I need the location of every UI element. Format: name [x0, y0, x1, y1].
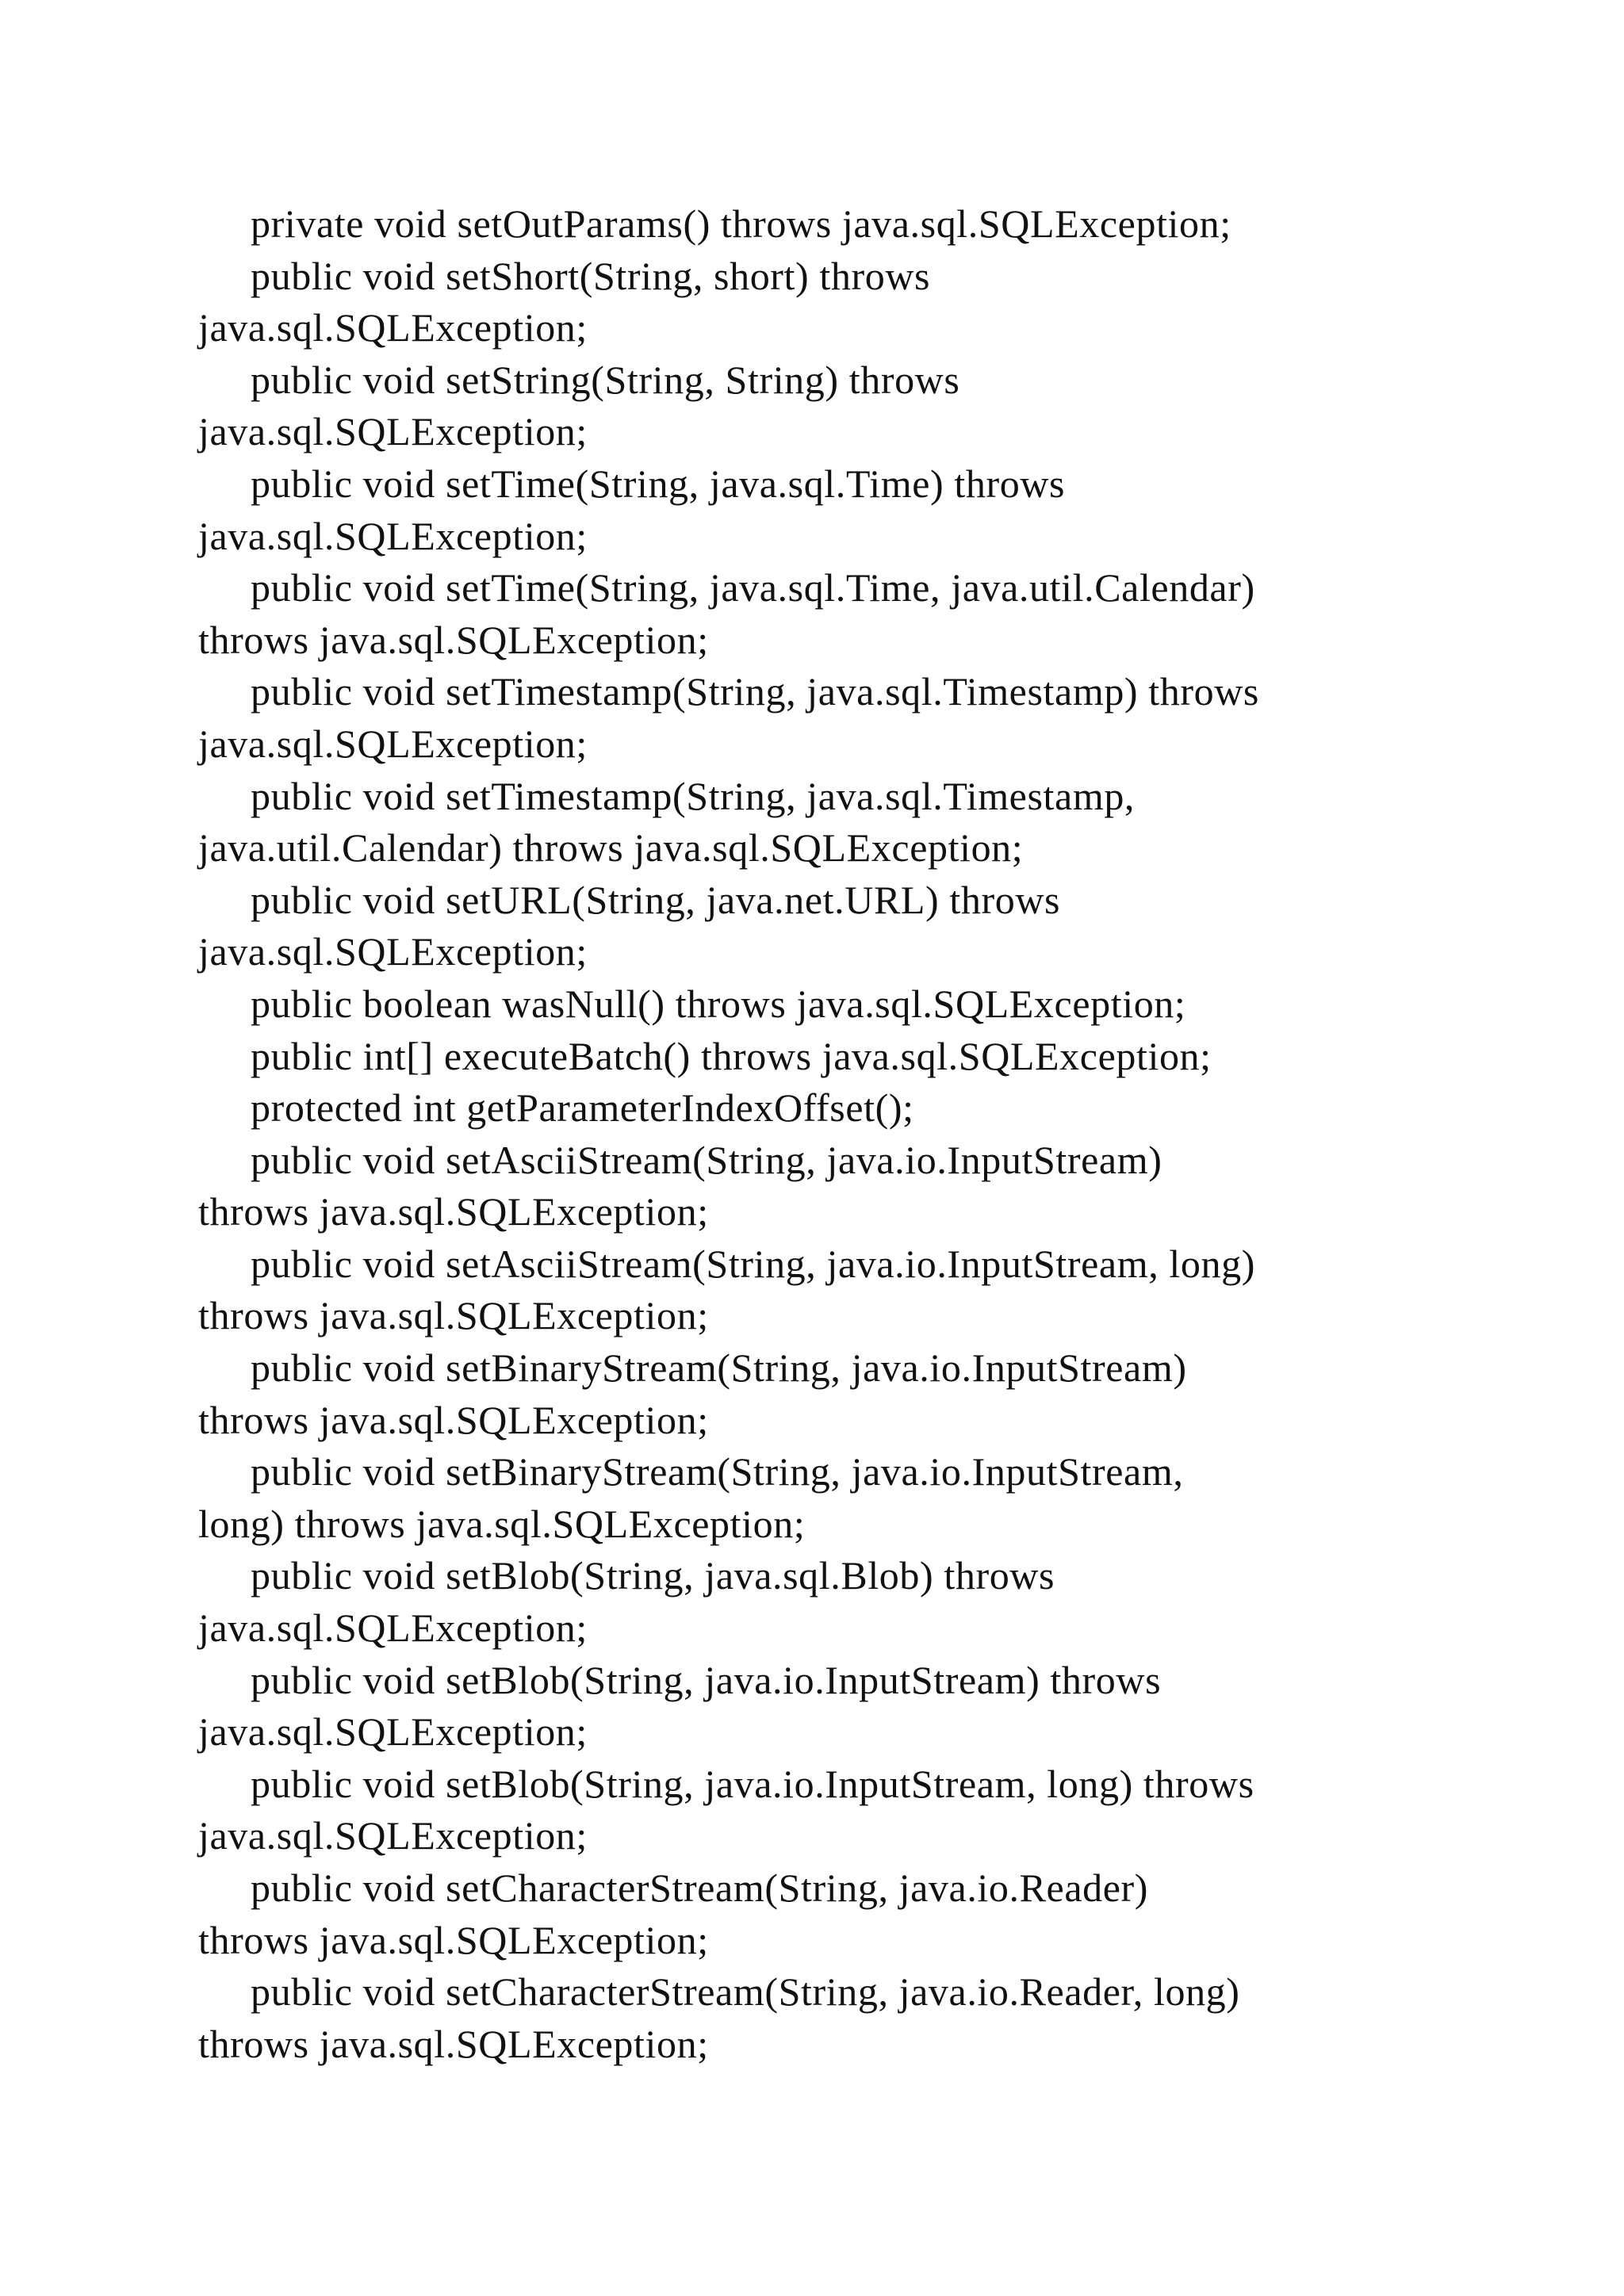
code-line-continuation: java.sql.SQLException;: [198, 1813, 588, 1858]
code-line-continuation: throws java.sql.SQLException;: [198, 617, 709, 662]
code-line: public void setBinaryStream(String, java.io.InputStream,: [251, 1449, 1184, 1494]
code-line-continuation: throws java.sql.SQLException;: [198, 2021, 709, 2066]
code-line-continuation: java.sql.SQLException;: [198, 1605, 588, 1651]
code-line-continuation: java.sql.SQLException;: [198, 721, 588, 766]
code-line-continuation: throws java.sql.SQLException;: [198, 1189, 709, 1234]
code-line-continuation: long) throws java.sql.SQLException;: [198, 1501, 806, 1546]
code-line: public void setAsciiStream(String, java.io.InputStream): [251, 1137, 1162, 1182]
code-line: public int[] executeBatch() throws java.sql.SQLException;: [251, 1033, 1212, 1078]
code-line: protected int getParameterIndexOffset();: [251, 1085, 914, 1131]
code-line: public void setShort(String, short) throws: [251, 253, 931, 298]
code-line: public boolean wasNull() throws java.sql.SQLException;: [251, 981, 1186, 1026]
code-line-continuation: throws java.sql.SQLException;: [198, 1293, 709, 1338]
code-line: public void setCharacterStream(String, java.io.Reader): [251, 1866, 1149, 1910]
code-line: public void setTime(String, java.sql.Time) throws: [251, 461, 1066, 506]
code-line-continuation: java.sql.SQLException;: [198, 305, 588, 350]
code-line-continuation: java.util.Calendar) throws java.sql.SQLException;: [198, 825, 1024, 871]
code-line-continuation: java.sql.SQLException;: [198, 409, 588, 454]
code-line: public void setBlob(String, java.io.InputStream) throws: [251, 1657, 1162, 1702]
code-line: public void setAsciiStream(String, java.io.InputStream, long): [251, 1241, 1255, 1286]
code-line-continuation: throws java.sql.SQLException;: [198, 1917, 709, 1962]
code-line-continuation: throws java.sql.SQLException;: [198, 1397, 709, 1442]
code-line: public void setCharacterStream(String, java.io.Reader, long): [251, 1969, 1240, 2015]
code-line-continuation: java.sql.SQLException;: [198, 1709, 588, 1755]
code-line-continuation: java.sql.SQLException;: [198, 929, 588, 974]
code-line: public void setTimestamp(String, java.sql.Timestamp) throws: [251, 669, 1259, 714]
code-line: public void setBinaryStream(String, java.io.InputStream): [251, 1345, 1187, 1391]
code-line: public void setBlob(String, java.sql.Blob) throws: [251, 1553, 1055, 1598]
code-line: public void setString(String, String) throws: [251, 357, 960, 402]
code-line: public void setBlob(String, java.io.InputStream, long) throws: [251, 1761, 1254, 1806]
code-line: public void setURL(String, java.net.URL) throws: [251, 877, 1061, 922]
document-body: [198, 198, 1467, 2070]
code-line: private void setOutParams() throws java.sql.SQLException;: [251, 201, 1231, 246]
code-line: public void setTimestamp(String, java.sql.Timestamp,: [251, 773, 1136, 818]
code-line: public void setTime(String, java.sql.Time, java.util.Calendar): [251, 565, 1255, 610]
code-line-continuation: java.sql.SQLException;: [198, 513, 588, 558]
